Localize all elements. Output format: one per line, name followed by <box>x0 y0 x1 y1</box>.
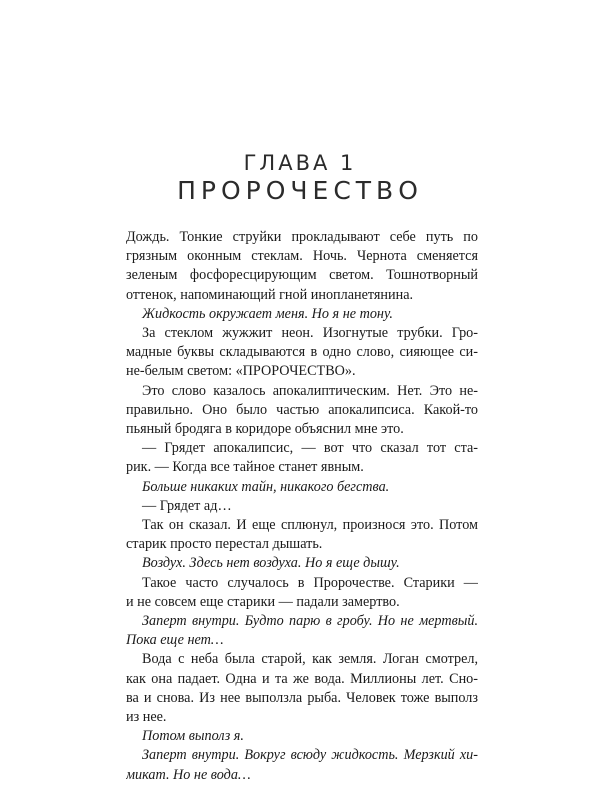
text-line: Вода с неба была старой, как земля. Логан смотрел, <box>142 651 478 668</box>
text-line: мадные буквы складываются в одно слово, сияющее си- <box>126 344 478 361</box>
text-line: зеленым фосфоресцирующим светом. Тошнотворный <box>126 267 478 284</box>
text-line: ва и снова. Из нее выползла рыба. Человек тоже выполз <box>126 689 478 706</box>
italic-text-line: Потом выполз я. <box>142 728 244 745</box>
chapter-title: ПРОРОЧЕСТВО <box>177 176 423 205</box>
italic-text-line: Заперт внутри. Вокруг всюду жидкость. Мерзкий хи- <box>142 747 478 764</box>
text-line: оттенок, напоминающий гной инопланетянина. <box>126 286 414 303</box>
italic-text-line: Жидкость окружает меня. Но я не тону. <box>142 305 393 322</box>
text-line: Такое часто случалось в Пророчестве. Старики — <box>142 574 478 591</box>
text-line: Дождь. Тонкие струйки прокладывают себе путь по <box>126 229 478 245</box>
text-line: — Грядет апокалипсис, — вот что сказал тот ста- <box>142 440 478 457</box>
italic-text-line: Больше никаких тайн, никакого бегства. <box>142 478 390 495</box>
text-line: и не совсем еще старики — падали замертво. <box>126 593 400 610</box>
text-line: не-белым светом: «ПРОРОЧЕСТВО». <box>126 363 356 380</box>
italic-text-line: микат. Но не вода… <box>126 766 251 783</box>
text-line: правильно. Оно было частью апокалипсиса. Какой-то <box>126 401 478 418</box>
text-line: — Грядет ад… <box>142 497 232 514</box>
italic-text-line: Заперт внутри. Будто парю в гробу. Но не мертвый. <box>142 613 478 630</box>
italic-text-line: Воздух. Здесь нет воздуха. Но я еще дышу. <box>142 555 400 572</box>
chapter-heading <box>0 150 600 206</box>
text-line: старик просто перестал дышать. <box>126 536 323 553</box>
text-line: Так он сказал. И еще сплюнул, произнося это. Потом <box>142 517 478 534</box>
text-line: рик. — Когда все тайное станет явным. <box>126 459 364 476</box>
text-line: из нее. <box>126 709 167 726</box>
text-line: Это слово казалось апокалиптическим. Нет. Это не- <box>142 382 478 399</box>
text-line: пьяный бродяга в коридоре объяснил мне это. <box>126 421 404 438</box>
chapter-body-text <box>126 228 478 785</box>
text-line: грязным оконным стеклам. Ночь. Чернота сменяется <box>126 248 478 265</box>
italic-text-line: Пока еще нет… <box>126 632 224 649</box>
text-line: За стеклом жужжит неон. Изогнутые трубки. Гро- <box>142 325 478 342</box>
text-line: как она падает. Одна и та же вода. Миллионы лет. Сно- <box>126 670 478 687</box>
chapter-number: ГЛАВА 1 <box>243 151 357 175</box>
